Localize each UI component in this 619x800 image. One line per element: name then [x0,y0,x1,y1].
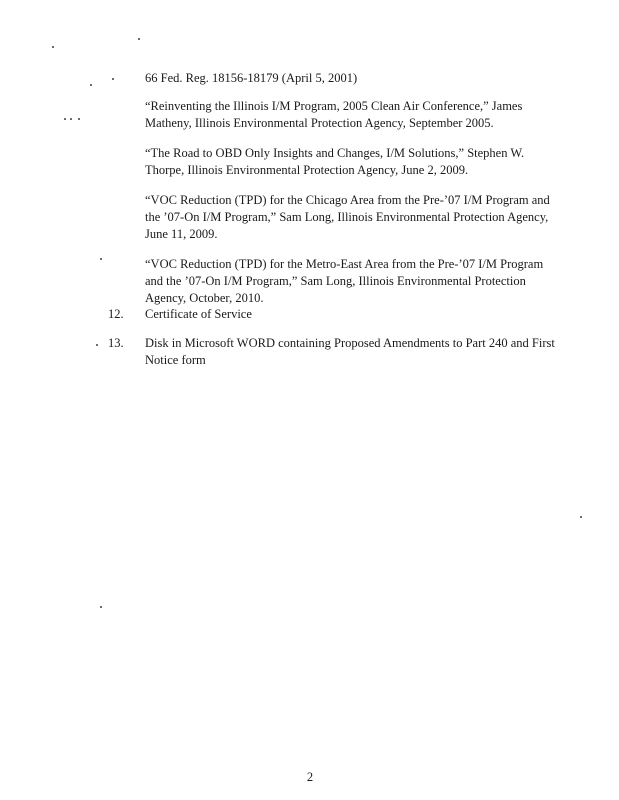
reference-reinventing-im-program: “Reinventing the Illinois I/M Program, 2005 Clean Air Conference,” James Matheny, Illinois Environmental Protection Agency, September 2005. [145,99,523,130]
scan-speck [112,78,114,80]
reference-voc-chicago: “VOC Reduction (TPD) for the Chicago Area from the Pre-’07 I/M Program and the ’07-On I/M Program,” Sam Long, Illinois Environmental Protection Agency, June 11, 2009. [145,193,550,241]
reference-road-to-obd: “The Road to OBD Only Insights and Changes, I/M Solutions,” Stephen W. Thorpe, Illinois Environmental Protection Agency, June 2, 2009. [145,146,525,177]
page-number: 2 [306,770,314,784]
scan-speck [52,46,54,48]
item-disk-in-word: Disk in Microsoft WORD containing Proposed Amendments to Part 240 and First Notice form [145,336,555,367]
item-number-12: 12. [108,307,124,321]
scan-speck [580,516,582,518]
scan-speck [96,344,98,346]
scan-speck [100,606,102,608]
scan-speck [64,118,66,120]
scan-speck [90,84,92,86]
reference-voc-metro-east: “VOC Reduction (TPD) for the Metro-East Area from the Pre-’07 I/M Program and the ’07-On I/M Program,” Sam Long, Illinois Environmental Protection Agency, October, 2010. [145,257,544,305]
scan-speck [138,38,140,40]
item-number-13: 13. [108,336,124,350]
scan-speck [70,118,72,120]
scan-speck [100,258,102,260]
item-certificate-of-service: Certificate of Service [145,307,252,321]
scan-speck [78,118,80,120]
reference-federal-register: 66 Fed. Reg. 18156-18179 (April 5, 2001) [145,71,358,85]
